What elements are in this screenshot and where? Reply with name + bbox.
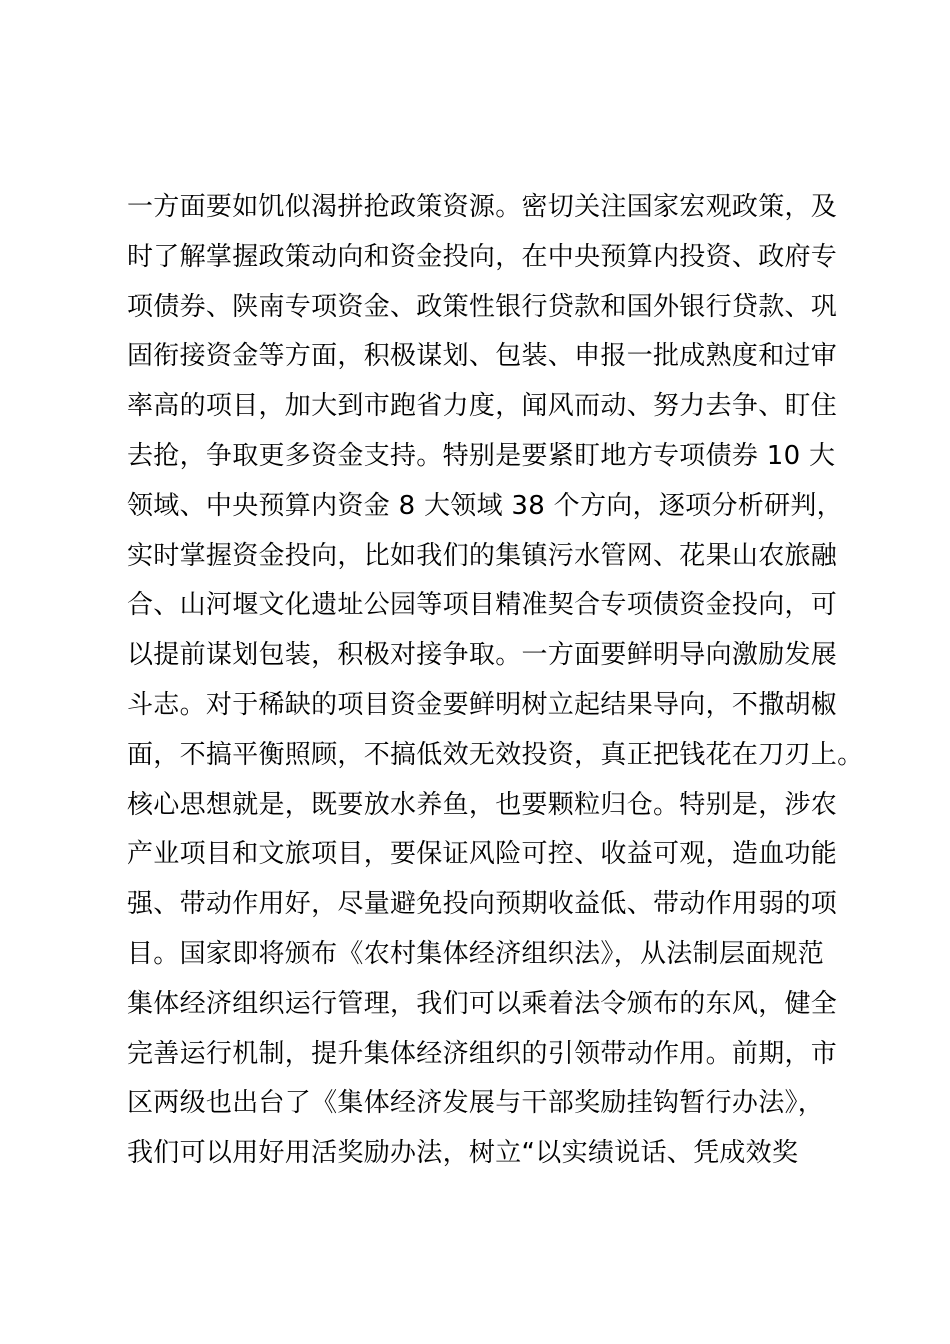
text-line-8: 实时掌握资金投向，比如我们的集镇污水管网、花果山农旅融 [127,540,838,571]
text-line-13: 核心思想就是，既要放水养鱼，也要颗粒归仓。特别是，涉农 [127,789,838,820]
text-line-3: 项债券、陕南专项资金、政策性银行贷款和国外银行贷款、巩 [127,291,838,322]
text-line-2: 时了解掌握政策动向和资金投向，在中央预算内投资、政府专 [127,241,838,272]
text-line-14: 产业项目和文旅项目，要保证风险可控、收益可观，造血功能 [127,839,838,870]
text-line-17: 集体经济组织运行管理，我们可以乘着法令颁布的东风，健全 [127,988,838,1019]
text-line-6: 去抢，争取更多资金支持。特别是要紧盯地方专项债券 10 大 [127,440,836,471]
text-line-11: 斗志。对于稀缺的项目资金要鲜明树立起结果导向，不撒胡椒 [127,689,838,720]
text-line-19: 区两级也出台了《集体经济发展与干部奖励挂钩暂行办法》， [127,1088,825,1119]
text-line-9: 合、山河堰文化遗址公园等项目精准契合专项债资金投向，可 [127,590,838,621]
text-line-1: 一方面要如饥似渴拼抢政策资源。密切关注国家宏观政策，及 [127,192,838,222]
text-line-18: 完善运行机制，提升集体经济组织的引领带动作用。前期，市 [127,1038,838,1069]
text-line-4: 固衔接资金等方面，积极谋划、包装、申报一批成熟度和过审 [127,341,838,372]
text-line-15: 强、带动作用好，尽量避免投向预期收益低、带动作用弱的项 [127,889,838,920]
text-line-12: 面，不搞平衡照顾，不搞低效无效投资，真正把钱花在刀刃上。 [127,739,864,770]
text-line-7: 领域、中央预算内资金 8 大领域 38 个方向，逐项分析研判， [127,490,843,521]
text-line-20: 我们可以用好用活奖励办法，树立“以实绩说话、凭成效奖 [127,1138,799,1169]
text-line-5: 率高的项目，加大到市跑省力度，闻风而动、努力去争、盯住 [127,391,838,422]
body-paragraph [127,183,864,1179]
text-line-16: 目。国家即将颁布《农村集体经济组织法》，从法制层面规范 [127,938,825,969]
text-line-10: 以提前谋划包装，积极对接争取。一方面要鲜明导向激励发展 [127,640,838,671]
